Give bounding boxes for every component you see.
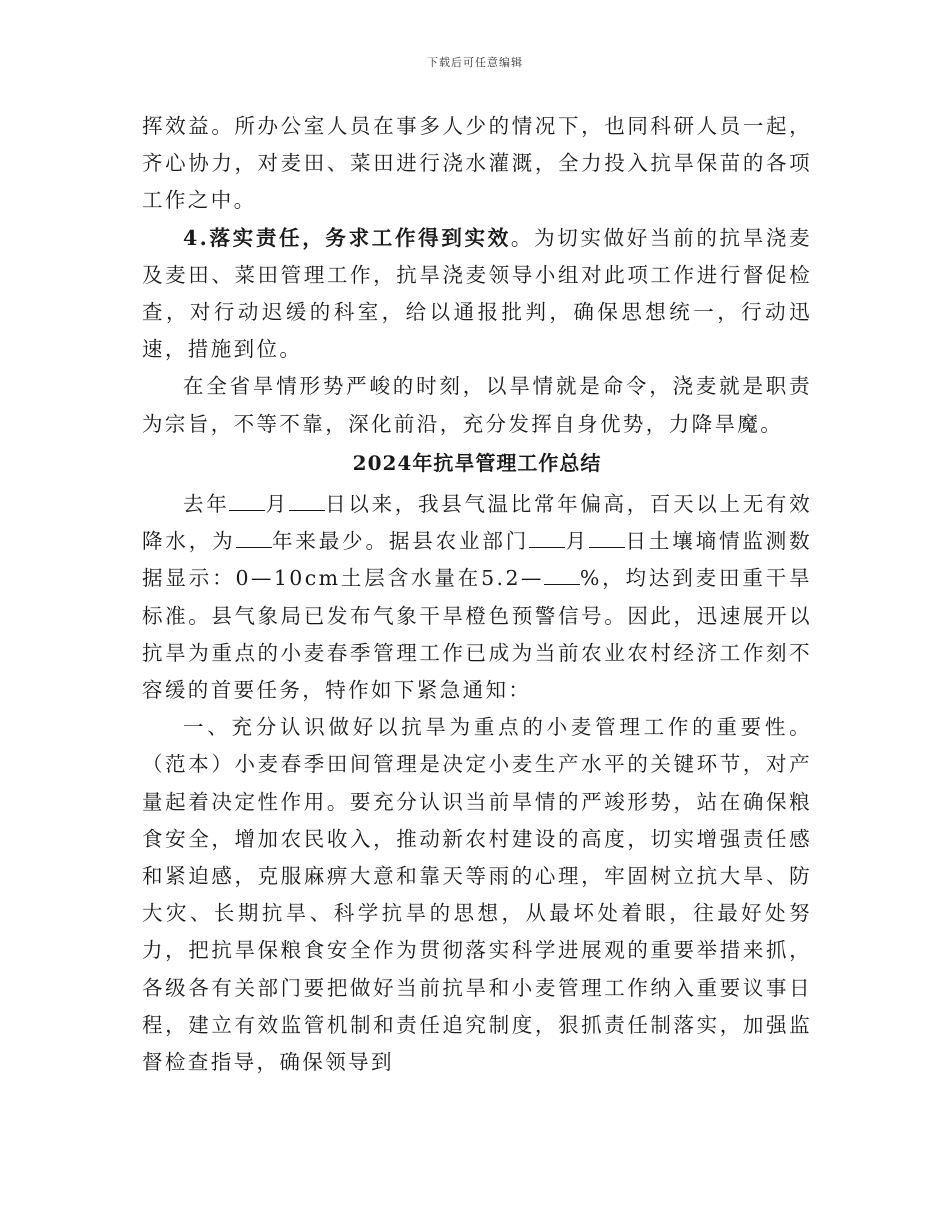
- text-segment: 日土壤墒情监测数据显示：0—10cm土层含水量在5.2—: [142, 529, 813, 591]
- paragraph-body: 。为切实做好当前的抗旱浇麦及麦田、菜田管理工作，抗旱浇麦领导小组对此项工作进行督促检查，对行动迟缓的科室，给以通报批判，确保思想统一，行动迅速，措施到位。: [142, 225, 813, 362]
- paragraph-responsibility: [142, 220, 812, 369]
- page-header: 下载后可任意编辑: [427, 56, 523, 69]
- text-segment: 日以来，我县气温比常年偏高，百天以上无有效降水，为: [142, 492, 812, 554]
- paragraph-closing: 在全省旱情形势严峻的时刻，以旱情就是命令，浇麦就是职责为宗旨，不等不靠，深化前沿，充分发挥自身优势，力降旱魔。: [142, 374, 812, 436]
- paragraph-heading: 4.落实责任，务求工作得到实效: [183, 225, 511, 250]
- blank-field-month: [529, 529, 565, 548]
- paragraph-importance: 一、充分认识做好以抗旱为重点的小麦管理工作的重要性。（范本）小麦春季田间管理是决定小麦生产水平的关键环节，对产量起着决定性作用。要充分认识当前旱情的严竣形势，站在确保粮食安全，增加农民收入，推动新农村建设的高度，切实增强责任感和紧迫感，克服麻痹大意和靠天等雨的心理，牢固树立抗大旱、防大灾、长期抗旱、科学抗旱的思想，从最坏处着眼，往最好处努力，把抗旱保粮食安全作为贯彻落实科学进展观的重要举措来抓，各级各有关部门要把做好当前抗旱和小麦管理工作纳入重要议事日程，建立有效监管机制和责任追究制度，狠抓责任制落实，加强监督检查指导，确保领导到: [142, 715, 812, 1075]
- blank-field-month: [229, 492, 265, 511]
- text-segment: 月: [565, 529, 589, 554]
- blank-field-years: [236, 529, 272, 548]
- document-body: [142, 108, 812, 1081]
- section-title: 2024年抗旱管理工作总结: [352, 450, 602, 475]
- text-segment: %，均达到麦田重干旱标准。县气象局已发布气象干旱橙色预警信号。因此，迅速展开以抗旱为重点的小麦春季管理工作已成为当前农业农村经济工作刻不容缓的首要任务，特作如下紧急通知：: [142, 566, 813, 703]
- paragraph-continuation: 挥效益。所办公室人员在事多人少的情况下，也同科研人员一起，齐心协力，对麦田、菜田进行浇水灌溉，全力投入抗旱保苗的各项工作之中。: [142, 114, 812, 213]
- blank-field-day: [289, 492, 325, 511]
- paragraph-drought-intro: [142, 486, 812, 709]
- text-segment: 月: [265, 492, 289, 517]
- text-segment: 年来最少。据县农业部门: [271, 529, 530, 554]
- blank-field-day: [589, 529, 625, 548]
- blank-field-percent: [544, 566, 580, 585]
- text-segment: 去年: [183, 492, 230, 517]
